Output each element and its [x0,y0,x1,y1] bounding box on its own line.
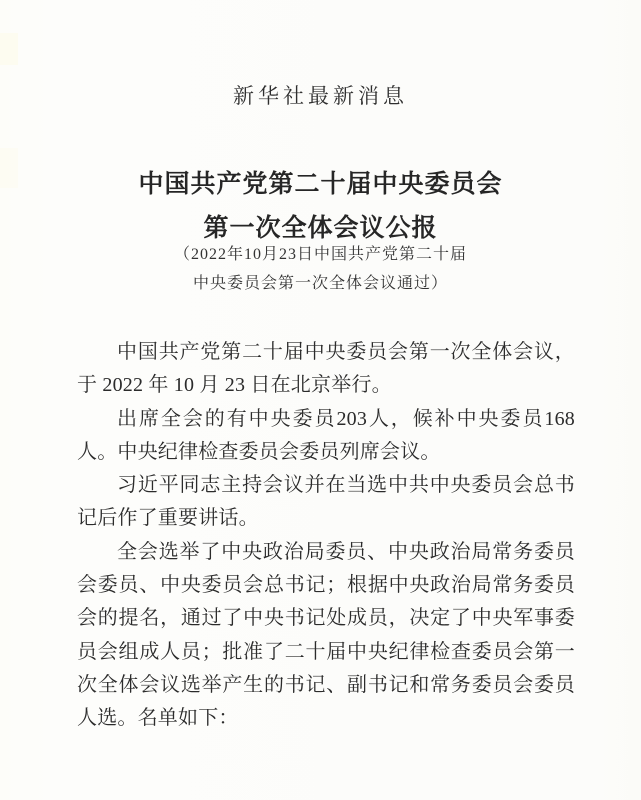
paragraph-session-held: 中国共产党第二十届中央委员会第一次全体会议，于 2022 年 10 月 23 日在北京举行。 [77,341,575,397]
paragraph-xi-speech: 习近平同志主持会议并在当选中共中央委员会总书记后作了重要讲话。 [77,474,575,530]
title-line-2: 第一次全体会议公报 [203,215,438,242]
adoption-note-line-1: （2022年10月23日中国共产党第二十届 [173,246,467,263]
document-title [0,163,641,251]
paragraph-elections: 全会选举了中央政治局委员、中央政治局常务委员会委员、中央委员会总书记；根据中央政治局常务委员会的提名，通过了中央书记处成员，决定了中央军事委员会组成人员；批准了二十届中央纪律检查委员会第一次全体会议选举产生的书记、副书记和常务委员会委员人选。名单如下： [77,540,575,730]
scan-smudge [0,33,18,65]
news-source-label: 新华社最新消息 [233,84,408,108]
paragraph-attendance: 出席全会的有中央委员203人，候补中央委员168人。中央纪律检查委员会委员列席会议。 [77,407,575,463]
adoption-note [0,240,641,298]
title-line-1: 中国共产党第二十届中央委员会 [138,171,503,198]
document-body [77,336,575,736]
adoption-note-line-2: 中央委员会第一次全体会议通过） [192,275,448,292]
